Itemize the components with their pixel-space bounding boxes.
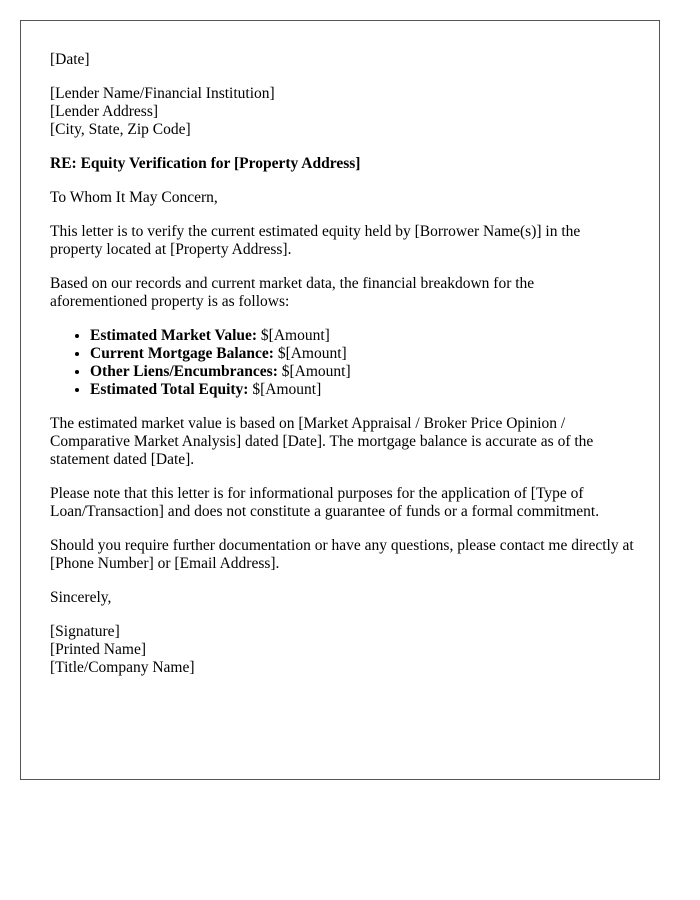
list-item xyxy=(90,381,635,399)
printed-name: [Printed Name] xyxy=(50,641,146,658)
subject-line: RE: Equity Verification for [Property Address] xyxy=(50,155,361,172)
list-item xyxy=(90,345,635,363)
title-company: [Title/Company Name] xyxy=(50,659,195,676)
breakdown-value: $[Amount] xyxy=(273,345,347,362)
signature-placeholder: [Signature] xyxy=(50,623,120,640)
closing: Sincerely, xyxy=(50,589,112,606)
disclaimer-paragraph: Please note that this letter is for informational purposes for the application of [Type of Loan/Transaction] and does not constitute a guarantee of funds or a formal commitment. xyxy=(50,485,600,520)
letter-page xyxy=(20,20,660,780)
breakdown-value: $[Amount] xyxy=(277,363,351,380)
breakdown-label: Current Mortgage Balance: xyxy=(90,345,274,362)
recipient-name: [Lender Name/Financial Institution] xyxy=(50,85,275,102)
recipient-city-state-zip: [City, State, Zip Code] xyxy=(50,121,191,138)
contact-paragraph: Should you require further documentation or have any questions, please contact me directly at [Phone Number] or [Email Address]. xyxy=(50,537,634,572)
basis-paragraph: The estimated market value is based on [Market Appraisal / Broker Price Opinion / Comparative Market Analysis] dated [Date]. The mortgage balance is accurate as of the statement dated [Date]. xyxy=(50,415,594,468)
recipient-block xyxy=(50,85,635,139)
recipient-address: [Lender Address] xyxy=(50,103,159,120)
list-item xyxy=(90,363,635,381)
list-item xyxy=(90,327,635,345)
salutation: To Whom It May Concern, xyxy=(50,189,218,206)
financial-breakdown-list xyxy=(50,327,635,399)
signature-block xyxy=(50,623,635,677)
breakdown-label: Estimated Total Equity: xyxy=(90,381,249,398)
breakdown-label: Estimated Market Value: xyxy=(90,327,258,344)
breakdown-value: $[Amount] xyxy=(248,381,322,398)
letter-body xyxy=(50,51,635,693)
breakdown-value: $[Amount] xyxy=(257,327,330,344)
letter-date: [Date] xyxy=(50,51,90,68)
intro-paragraph: This letter is to verify the current estimated equity held by [Borrower Name(s)] in the property located at [Property Address]. xyxy=(50,223,581,258)
breakdown-intro-paragraph: Based on our records and current market data, the financial breakdown for the aforementioned property is as follows: xyxy=(50,275,535,310)
breakdown-label: Other Liens/Encumbrances: xyxy=(90,363,278,380)
